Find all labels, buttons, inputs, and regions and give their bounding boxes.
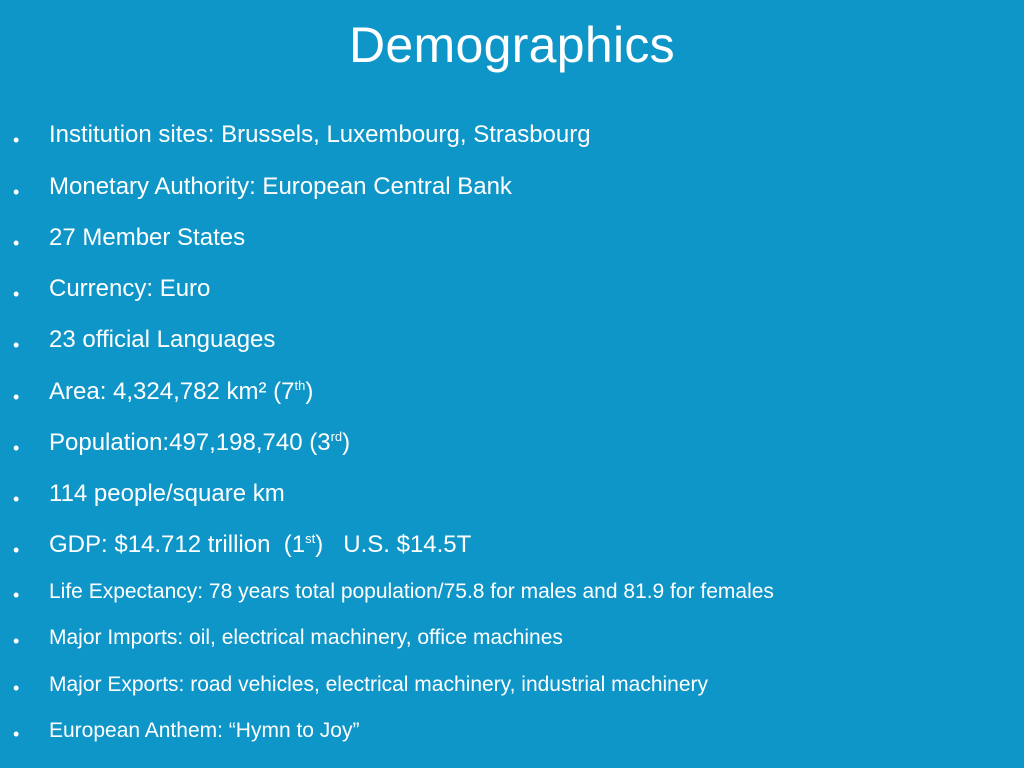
bullet-dot-icon: •	[13, 335, 20, 355]
bullet-text: 27 Member States	[49, 224, 246, 251]
bullet-text: 23 official Languages	[49, 326, 276, 353]
bullet-dot-icon: •	[13, 284, 20, 304]
bullet-dot-icon: •	[13, 724, 20, 744]
bullet-text: Institution sites: Brussels, Luxembourg, Strasbourg	[49, 121, 591, 148]
bullet-dot-icon: •	[13, 438, 20, 458]
bullet-text: Currency: Euro	[49, 275, 211, 302]
bullet-dot-icon: •	[13, 585, 20, 605]
ordinal-suffix: rd	[330, 429, 343, 444]
bullet-text: Monetary Authority: European Central Bank	[49, 173, 512, 200]
bullet-dot-icon: •	[13, 130, 20, 150]
bullet-text: Life Expectancy: 78 years total population/75.8 for males and 81.9 for females	[49, 580, 774, 603]
ordinal-suffix: th	[294, 378, 306, 393]
bullet-text: 114 people/square km	[49, 480, 285, 507]
bullet-dot-icon: •	[13, 182, 20, 202]
bullet-dot-icon: •	[13, 233, 20, 253]
bullet-dot-icon: •	[13, 387, 20, 407]
bullet-dot-icon: •	[13, 631, 20, 651]
bullet-text: European Anthem: “Hymn to Joy”	[49, 719, 360, 742]
bullet-text: GDP: $14.712 trillion (1st) U.S. $14.5T	[49, 531, 472, 558]
bullet-text: Major Imports: oil, electrical machinery, office machines	[49, 626, 563, 649]
bullet-text: Population:497,198,740 (3rd)	[49, 429, 351, 456]
bullet-dot-icon: •	[13, 489, 20, 509]
slide-title: Demographics	[349, 17, 675, 73]
bullet-dot-icon: •	[13, 678, 20, 698]
bullet-text: Major Exports: road vehicles, electrical machinery, industrial machinery	[49, 673, 709, 696]
ordinal-suffix: st	[305, 531, 316, 546]
bullet-text: Area: 4,324,782 km² (7th)	[49, 378, 314, 405]
bullet-dot-icon: •	[13, 540, 20, 560]
